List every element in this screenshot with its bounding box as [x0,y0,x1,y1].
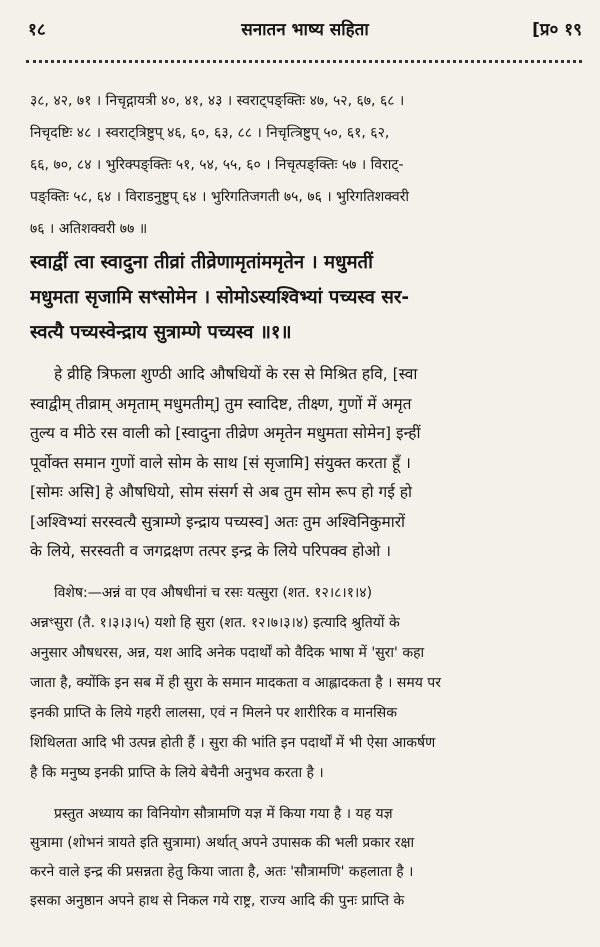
translation-line: तुल्य व मीठे रस वाली को [स्वादुना तीव्रेण अमृतेन मधुमता सोमेन] इन्हीं [30,424,421,442]
translation-text [30,360,580,567]
special-line: अनुसार औषधरस, अन्न, यश आदि अनेक पदार्थों को वैदिक भाषा में 'सुरा' कहा [30,645,425,661]
special-line: है कि मनुष्य इनकी प्राप्ति के लिये बेचैनी अनुभव करता है । [30,765,324,781]
mantra-line: स्वाद्वीं त्वा स्वादुना तीव्रां तीव्रेणामृतांममृतेन । मधुमतीं [30,252,373,273]
special-line: अन्नꣳसुरा (तै. १।३।३।५) यशो हि सुरा (शत. १२।७।३।४) इत्यादि श्रुतियों के [30,615,400,631]
special-line: विशेष:—अन्नं वा एव औषधीनां च रसः यत्सुरा (शत. १२।८।१।४) [54,585,373,601]
translation-line: [सोमः असि] हे औषधियो, सोम संसर्ग से अब तुम सोम रूप हो गई हो [30,483,413,501]
header-rule [26,60,582,63]
metre-line: ३८, ४२, ७१ । निचृद्गायत्री ४०, ४१, ४३ । स्वराट्पङ्क्तिः ४७, ५२, ६७, ६८ । [30,93,405,109]
metre-line: पङ्क्तिः ५८, ६४ । विराडनुष्टुप् ६४ । भुरिगतिजगती ७५, ७६ । भुरिगतिशक्वरी [30,189,410,205]
metre-list [30,85,580,245]
translation-line: हे व्रीहि त्रिफला शुण्ठी आदि औषधियों के रस से मिश्रित हवि, [स्वा [54,365,418,383]
section-marker: [प्र० १९ [532,19,582,40]
translation-line: [अश्विभ्यां सरस्वत्यै सुत्राम्णे इन्द्राय पच्यस्व] अतः तुम अश्विनिकुमारों [30,512,406,531]
page-header [28,14,582,42]
running-title: सनातन भाष्य सहिता [241,19,369,40]
paragraph-line: सुत्रामा (शोभनं त्रायते इति सुत्रामा) अर्थात् अपने उपासक की भली प्रकार रक्षा [30,835,415,851]
mantra-line: स्वत्यै पच्यस्वेन्द्राय सुत्राम्णे पच्यस्व ॥१॥ [30,322,292,343]
metre-line: ७६ । अतिशक्वरी ७७ ॥ [30,221,148,237]
special-line: इनकी प्राप्ति के लिये गहरी लालसा, एवं न मिलने पर शारीरिक व मानसिक [30,705,397,721]
special-line: शिथिलता आदि भी उत्पन्न होती हैं । सुरा की भांति इन पदार्थों में भी ऐसा आकर्षण [30,735,436,751]
paragraph-line: प्रस्तुत अध्याय का विनियोग सौत्रामणि यज्ञ में किया गया है । यह यज्ञ [54,806,393,822]
mantra-line: मधुमता सृजामि सꣳसोमेन । सोमोऽस्यश्विभ्यां पच्यस्व सर- [30,287,410,308]
commentary-paragraph [30,800,580,916]
metre-line: ६६, ७०, ८४ । भुरिक्पङ्क्तिः ५१, ५४, ५५, ६० । निचृत्पङ्क्तिः ५७ । विराट्- [30,157,404,173]
paragraph-line: करने वाले इन्द्र की प्रसन्नता हेतु किया जाता है, अतः 'सौत्रामणि' कहलाता है । [30,864,414,880]
translation-line: स्वाद्वीम् तीव्राम् अमृताम् मधुमतीम्] तुम स्वादिष्ट, तीक्ष्ण, गुणों में अमृत [30,394,412,413]
page-number: १८ [28,19,46,40]
metre-line: निचृदष्टिः ४८ । स्वराट्त्रिष्टुप् ४६, ६०, ६३, ८८ । निचृत्त्रिष्टुप् ५०, ६१, ६२, [30,125,390,141]
special-line: जाता है, क्योंकि इन सब में ही सुरा के समान मादकता व आह्लादकता है । समय पर [30,675,441,691]
translation-line: के लिये, सरस्वती व जगद्रक्षण तत्पर इन्द्र के लिये परिपक्व होओ । [30,542,392,560]
mantra-text [30,245,580,350]
translation-line: पूर्वोक्त समान गुणों वाले सोम के साथ [सं सृजामि] संयुक्त करता हूँ । [30,453,411,472]
special-note [30,578,580,788]
paragraph-line: इसका अनुष्ठान अपने हाथ से निकल गये राष्ट्र, राज्य आदि की पुनः प्राप्ति के [30,893,405,909]
